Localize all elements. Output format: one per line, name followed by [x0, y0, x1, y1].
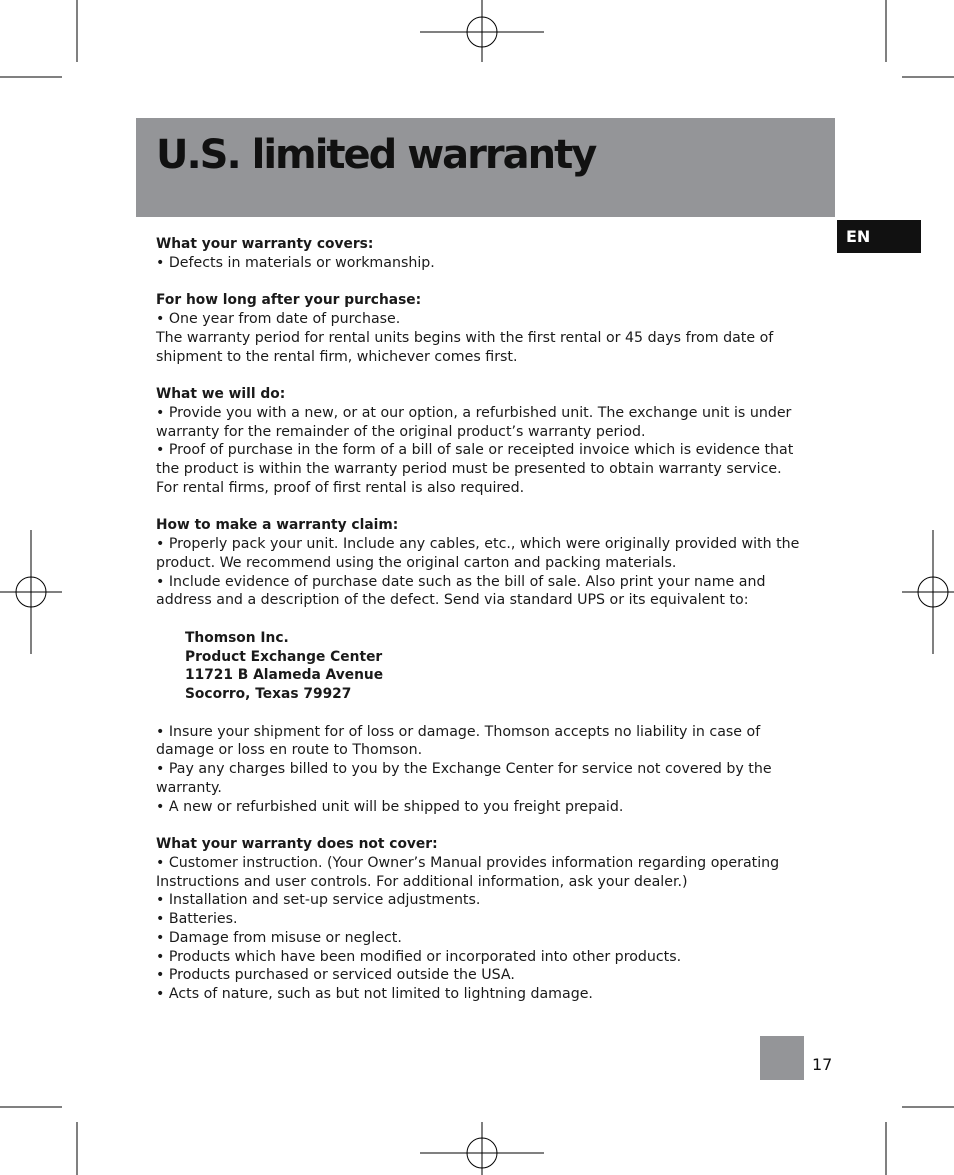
- spacer: [156, 704, 816, 723]
- section-shipping: [156, 723, 816, 817]
- warranty-body: [156, 235, 816, 1004]
- text-line: For rental firms, proof of first rental is also required.: [156, 479, 525, 496]
- section-not-covered: [156, 835, 816, 1004]
- text-line: • Pay any charges billed to you by the Exchange Center for service not covered by the: [156, 761, 772, 777]
- address-line: Socorro, Texas 79927: [185, 686, 352, 702]
- text-line: • Customer instruction. (Your Owner’s Manual provides information regarding operating: [156, 854, 780, 871]
- text-line: • Installation and set-up service adjustments.: [156, 892, 481, 909]
- text-line: warranty for the remainder of the original product’s warranty period.: [156, 423, 646, 440]
- text-line: • Insure your shipment for of loss or damage. Thomson accepts no liability in case of: [156, 723, 761, 740]
- exchange-address: [156, 629, 816, 704]
- text-line: damage or loss en route to Thomson.: [156, 742, 423, 759]
- text-line: the product is within the warranty period must be presented to obtain warranty service.: [156, 461, 782, 477]
- text-line: • Batteries.: [156, 911, 238, 927]
- address-line: Thomson Inc.: [185, 629, 289, 646]
- section-duration: [156, 291, 816, 366]
- language-tab: EN: [837, 220, 921, 253]
- page-number: 17: [812, 1055, 833, 1074]
- text-line: product. We recommend using the original carton and packing materials.: [156, 554, 677, 571]
- text-line: • Damage from misuse or neglect.: [156, 929, 402, 946]
- page-title: U.S. limited warranty: [156, 132, 596, 178]
- section-we-will-do: [156, 385, 816, 498]
- text-line: • A new or refurbished unit will be shipped to you freight prepaid.: [156, 798, 624, 815]
- address-line: 11721 B Alameda Avenue: [185, 667, 384, 684]
- section-heading: What your warranty covers:: [156, 236, 374, 252]
- text-line: • Defects in materials or workmanship.: [156, 254, 435, 271]
- section-covers: [156, 235, 816, 273]
- section-claim: [156, 516, 816, 610]
- text-line: • Proof of purchase in the form of a bill of sale or receipted invoice which is evidence that: [156, 442, 794, 459]
- spacer: [156, 273, 816, 292]
- spacer: [156, 498, 816, 517]
- text-line: shipment to the rental firm, whichever comes first.: [156, 348, 518, 365]
- spacer: [156, 366, 816, 385]
- text-line: • Properly pack your unit. Include any cables, etc., which were originally provided with the: [156, 536, 800, 552]
- section-heading: What we will do:: [156, 386, 286, 402]
- text-line: • Acts of nature, such as but not limited to lightning damage.: [156, 986, 593, 1002]
- text-line: • Products purchased or serviced outside the USA.: [156, 967, 515, 984]
- text-line: warranty.: [156, 779, 222, 796]
- section-heading: What your warranty does not cover:: [156, 836, 438, 852]
- text-line: • Products which have been modified or incorporated into other products.: [156, 948, 682, 965]
- text-line: • Include evidence of purchase date such as the bill of sale. Also print your name and: [156, 573, 766, 590]
- address-line: Product Exchange Center: [185, 648, 383, 665]
- spacer: [156, 816, 816, 835]
- page-number-box: [760, 1036, 804, 1080]
- text-line: • Provide you with a new, or at our option, a refurbished unit. The exchange unit is under: [156, 404, 792, 421]
- text-line: The warranty period for rental units begins with the first rental or 45 days from date of: [156, 329, 774, 346]
- section-heading: For how long after your purchase:: [156, 292, 422, 309]
- title-band: [136, 118, 835, 217]
- text-line: • One year from date of purchase.: [156, 311, 401, 327]
- text-line: address and a description of the defect. Send via standard UPS or its equivalent to:: [156, 592, 749, 609]
- text-line: Instructions and user controls. For additional information, ask your dealer.): [156, 873, 688, 890]
- section-heading: How to make a warranty claim:: [156, 517, 399, 534]
- spacer: [156, 610, 816, 629]
